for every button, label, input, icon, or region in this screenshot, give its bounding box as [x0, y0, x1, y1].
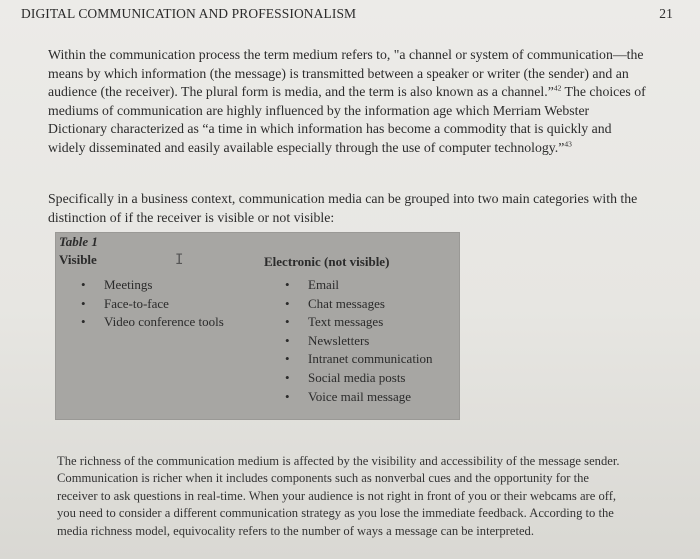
list-item: • Newsletters: [285, 332, 433, 351]
list-item: • Chat messages: [285, 295, 433, 314]
list-item: • Social media posts: [285, 369, 433, 388]
table-caption: Table 1: [59, 234, 98, 249]
running-title: DIGITAL COMMUNICATION AND PROFESSIONALISM: [21, 6, 357, 21]
footnote-ref-42: 42: [553, 83, 562, 93]
list-item: • Face-to-face: [81, 295, 224, 314]
page-number: 21: [659, 6, 673, 21]
column-header-visible: Visible: [59, 252, 97, 267]
paragraph-text-cont: The choices of mediums of communication are highly influenced by the information age which Merriam Webster Dictionary characterized as “a time in which information has become a commodity that is quickly and widely disseminated and easily available especially through the use of computer technology.”: [48, 84, 646, 155]
list-item: • Voice mail message: [285, 388, 433, 407]
list-item: • Email: [285, 276, 433, 295]
text-cursor-icon: I: [175, 252, 184, 268]
footnote-ref-43: 43: [564, 139, 572, 149]
list-item: • Meetings: [81, 276, 224, 295]
electronic-media-list: [285, 276, 433, 406]
page-header: [21, 6, 673, 24]
column-header-electronic: Electronic (not visible): [264, 254, 390, 269]
paragraph-medium-definition: [48, 46, 648, 158]
visible-media-list: [81, 276, 224, 332]
list-item: • Intranet communication: [285, 350, 433, 369]
media-table: [55, 232, 460, 420]
paragraph-business-context: Specifically in a business context, communication media can be grouped into two main categories with the distinction of if the receiver is visible or not visible:: [48, 191, 638, 225]
list-item: • Text messages: [285, 313, 433, 332]
paragraph-text: Within the communication process the term medium refers to, "a channel or system of communication—the means by which information (the message) is transmitted between a speaker or writer (the sender) and an audience (the receiver). The plural form is media, and the term is also known as a channel.”: [48, 47, 644, 100]
list-item: • Video conference tools: [81, 313, 224, 332]
paragraph-media-richness: The richness of the communication medium is affected by the visibility and accessibility of the message sender. Communication is richer when it includes components such as nonverbal cues and the opportunity for the receiver to ask questions in real-time. When your audience is not right in front of you or their webcams are off, you need to consider a different communication strategy as you lose the immediate feedback. According to the media richness model, equivocality refers to the number of ways a message can be interpreted.: [57, 454, 620, 538]
